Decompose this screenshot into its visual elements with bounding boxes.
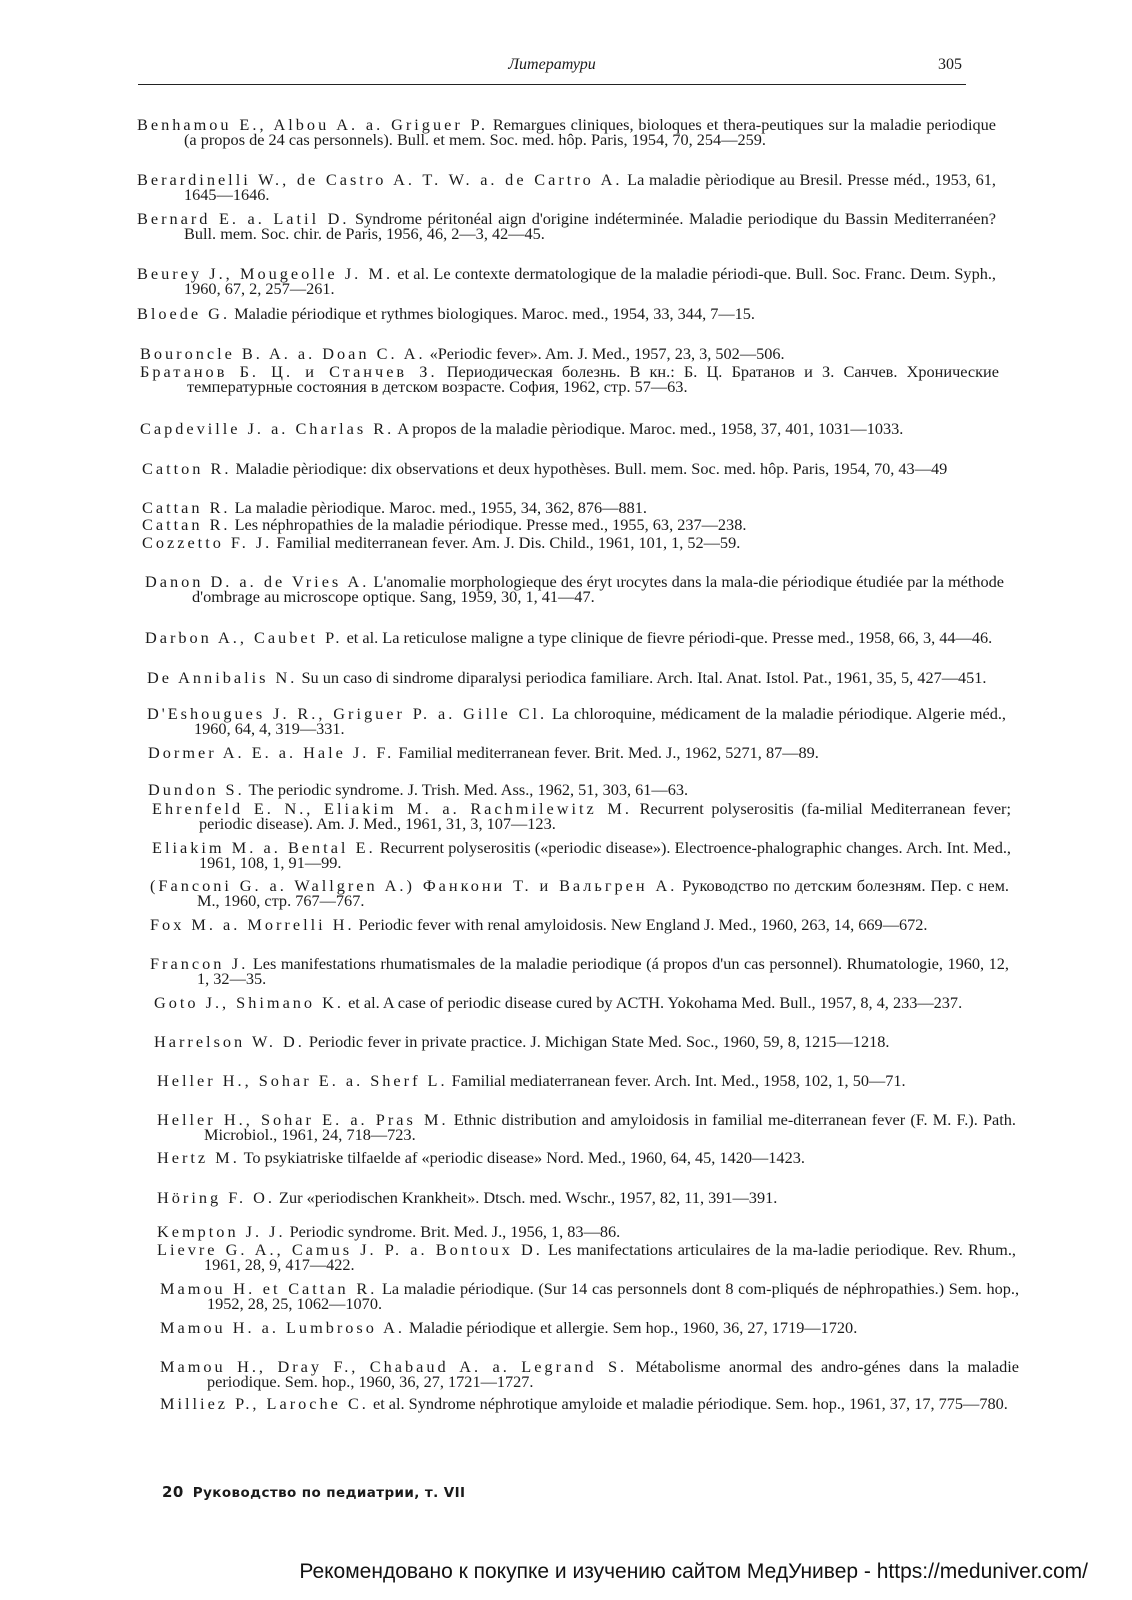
reference-entry (140, 364, 999, 395)
reference-details: et al. La reticulose maligne a type clinique de fievre périodi-que. Presse med., 1958, 66, 3, 44—46. (346, 628, 993, 647)
reference-entry (140, 421, 999, 436)
reference-details: et al. A case of periodic disease cured by ACTH. Yokohama Med. Bull., 1957, 8, 4, 233—237. (348, 993, 963, 1012)
reference-entry (157, 1242, 1016, 1273)
reference-authors: Fox M. a. Morrelli H. (150, 915, 355, 934)
reference-details: Periodic fever with renal amyloidosis. New England J. Med., 1960, 263, 14, 669—672. (358, 915, 928, 934)
reference-authors: Ehrenfeld E. N., Eliakim M. a. Rachmilewitz M. (152, 799, 632, 818)
printer-signature (162, 1483, 465, 1501)
reference-authors: Mamou H., Dray F., Chabaud A. a. Legrand S. (160, 1357, 628, 1376)
reference-details: Syndrome péritonéal aign d'origine indéterminée. Maladie periodique du Bassin Mediterranéen? Bull. mem. Soc. chir. de Paris, 1956, 46, 2—3, 42—45. (184, 209, 996, 244)
reference-entry (160, 1281, 1019, 1312)
reference-authors: Kempton J. J. (157, 1222, 286, 1241)
reference-entry (157, 1150, 1016, 1165)
page-header (138, 54, 966, 85)
reference-details: Periodic syndrome. Brit. Med. J., 1956, 1, 83—86. (289, 1222, 621, 1241)
reference-entry (157, 1112, 1016, 1143)
reference-authors: Cattan R. (142, 515, 231, 534)
watermark-link-text: Рекомендовано к покупке и изучению сайтом МедУнивер - https://meduniver.com/ (299, 1560, 1088, 1583)
reference-details: La maladie pèriodique au Bresil. Presse méd., 1953, 61, 1645—1646. (184, 170, 996, 205)
reference-authors: Danon D. a. de Vries A. (145, 572, 370, 591)
reference-authors: Lievre G. A., Camus J. P. a. Bontoux D. (157, 1240, 543, 1259)
reference-entry (150, 956, 1009, 987)
reference-authors: Heller H., Sohar E. a. Pras M. (157, 1110, 449, 1129)
reference-authors: Eliakim M. a. Bental E. (152, 838, 376, 857)
page-number: 305 (938, 56, 962, 73)
reference-authors: Dundon S. (148, 780, 245, 799)
reference-entry (160, 1396, 1019, 1411)
reference-entry (140, 346, 999, 361)
reference-entry (150, 917, 1009, 932)
reference-entry (137, 266, 996, 297)
reference-details: A propos de la maladie pèriodique. Maroc. med., 1958, 37, 401, 1031—1033. (397, 419, 904, 438)
reference-entry (137, 306, 996, 321)
reference-entry (142, 500, 1001, 515)
reference-entry (137, 117, 996, 148)
reference-authors: Mamou H. a. Lumbroso A. (160, 1318, 405, 1337)
reference-authors: Bernard E. a. Latil D. (137, 209, 350, 228)
reference-details: Familial mediterranean fever. Brit. Med. J., 1962, 5271, 87—89. (398, 743, 819, 762)
reference-details: Familial mediterranean fever. Am. J. Dis. Child., 1961, 101, 1, 52—59. (276, 533, 741, 552)
reference-authors: Capdeville J. a. Charlas R. (140, 419, 395, 438)
reference-authors: Cattan R. (142, 498, 231, 517)
reference-entry (147, 670, 1006, 685)
reference-entry (157, 1224, 1016, 1239)
reference-authors: Братанов Б. Ц. и Станчев З. (140, 362, 438, 381)
reference-entry (142, 535, 1001, 550)
reference-details: Remargues cliniques, bioloques et thera-peutiques sur la maladie periodique (a propos de 24 cas personnels). Bull. et mem. Soc. med. hôp. Paris, 1954, 70, 254—259. (184, 115, 996, 150)
reference-authors: Berardinelli W., de Castro A. T. W. a. de Cartro A. (137, 170, 623, 189)
reference-entry (152, 801, 1011, 832)
reference-details: et al. Le contexte dermatologique de la maladie périodi-que. Bull. Soc. Franc. Deιm. Syph., 1960, 67, 2, 257—261. (184, 264, 996, 299)
reference-authors: De Annibalis N. (147, 668, 298, 687)
reference-details: Les manifestations rhumatismales de la maladie periodique (á propos d'un cas personnel). Rhumatologie, 1960, 12, 1, 32—35. (197, 954, 1009, 989)
reference-details: Familial mediaterranean fever. Arch. Int. Med., 1958, 102, 1, 50—71. (451, 1071, 906, 1090)
reference-authors: Cozzetto F. J. (142, 533, 273, 552)
reference-authors: Milliez P., Laroche C. (160, 1394, 369, 1413)
reference-entry (148, 782, 1007, 797)
reference-details: La maladie pèriodique. Maroc. med., 1955, 34, 362, 876—881. (234, 498, 647, 517)
reference-authors: Dormer A. E. a. Hale J. F. (148, 743, 395, 762)
reference-authors: Harrelson W. D. (154, 1032, 305, 1051)
reference-entry (137, 211, 996, 242)
signature-number: 20 (162, 1483, 184, 1501)
reference-details: Les manifectations articulaires de la ma-ladie periodique. Rev. Rhum., 1961, 28, 9, 417—422. (204, 1240, 1016, 1275)
reference-entry (147, 706, 1006, 737)
reference-authors: Bouroncle B. A. a. Doan C. A. (140, 344, 426, 363)
reference-details: Периодическая болезнь. В кн.: Б. Ц. Братанов и З. Санчев. Хронические температурные состояния в детском возрасте. София, 1962, стр. 57—63. (187, 362, 999, 397)
reference-details: «Periodic fever». Am. J. Med., 1957, 23, 3, 502—506. (429, 344, 785, 363)
reference-details: The periodic syndrome. J. Trish. Med. Ass., 1962, 51, 303, 61—63. (248, 780, 689, 799)
reference-authors: D'Eshougues J. R., Griguer P. a. Gille Cl. (147, 704, 548, 723)
reference-authors: (Fanconi G. a. Wallgren A.) Фанкони Т. и Вальгрен А. (150, 876, 678, 895)
reference-details: To psykiatriske tilfaelde af «periodic disease» Nord. Med., 1960, 64, 45, 1420—1423. (243, 1148, 805, 1167)
reference-entry (145, 630, 1004, 645)
reference-authors: Benhamou E., Albou A. a. Griguer P. (137, 115, 488, 134)
reference-authors: Mamou H. et Cattan R. (160, 1279, 378, 1298)
running-title: Литератури (508, 56, 596, 73)
reference-details: Su un caso di sindrome diparalysi periodica familiare. Arch. Ital. Anat. Istol. Pat., 1961, 35, 5, 427—451. (301, 668, 987, 687)
reference-details: Periodic fever in private practice. J. Michigan State Med. Soc., 1960, 59, 8, 1215—1218. (308, 1032, 890, 1051)
reference-entry (154, 1034, 1013, 1049)
reference-details: Zur «periodischen Krankheit». Dtsch. med. Wschr., 1957, 82, 11, 391—391. (279, 1188, 778, 1207)
reference-entry (137, 172, 996, 203)
reference-entry (150, 878, 1009, 909)
reference-entry (145, 574, 1004, 605)
reference-entry (157, 1190, 1016, 1205)
reference-details: Recurrent polyserositis («periodic disease»). Electroence-phalographic changes. Arch. Int. Med., 1961, 108, 1, 91—99. (199, 838, 1011, 873)
reference-details: Métabolisme anormal des andro-génes dans la maladie periodique. Sem. hop., 1960, 36, 27, 1721—1727. (207, 1357, 1019, 1392)
reference-details: Maladie périodique et rythmes biologiques. Maroc. med., 1954, 33, 344, 7—15. (234, 304, 755, 323)
reference-entry (154, 995, 1013, 1010)
reference-details: Maladie périodique et allergie. Sem hop., 1960, 36, 27, 1719—1720. (409, 1318, 858, 1337)
reference-authors: Hertz M. (157, 1148, 240, 1167)
reference-authors: Beurey J., Mougeolle J. M. (137, 264, 394, 283)
reference-details: et al. Syndrome néphrotique amyloide et maladie périodique. Sem. hop., 1961, 37, 17, 775—780. (372, 1394, 1008, 1413)
reference-entry (157, 1073, 1016, 1088)
reference-details: Руководство по детским болезням. Пер. с нем. М., 1960, стр. 767—767. (197, 876, 1009, 911)
reference-details: La maladie périodique. (Sur 14 cas personnels dont 8 com-pliqués de néphropathies.) Sem. hop., 1952, 28, 25, 1062—1070. (207, 1279, 1020, 1314)
reference-authors: Goto J., Shimano K. (154, 993, 344, 1012)
reference-authors: Heller H., Sohar E. a. Sherf L. (157, 1071, 448, 1090)
reference-entry (160, 1359, 1019, 1390)
reference-details: Recurrent polyserositis (fa-milial Mediterranean fever; periodic disease). Am. J. Med., 1961, 31, 3, 107—123. (199, 799, 1011, 834)
reference-authors: Darbon A., Caubet P. (145, 628, 343, 647)
reference-entry (152, 840, 1011, 871)
reference-entry (142, 461, 1001, 476)
reference-authors: Bloede G. (137, 304, 231, 323)
signature-text: Руководство по педиатрии, т. VII (192, 1485, 466, 1501)
reference-entry (142, 517, 1001, 532)
reference-details: Maladie pèriodique: dix observations et deux hypothèses. Bull. mem. Soc. med. hôp. Paris, 1954, 70, 43—49 (235, 459, 948, 478)
reference-entry (148, 745, 1007, 760)
reference-details: Les néphropathies de la maladie périodique. Presse med., 1955, 63, 237—238. (234, 515, 747, 534)
reference-authors: Höring F. O. (157, 1188, 275, 1207)
reference-details: La chloroquine, médicament de la maladie périodique. Algerie méd., 1960, 64, 4, 319—331. (194, 704, 1006, 739)
reference-authors: Catton R. (142, 459, 232, 478)
reference-authors: Francon J. (150, 954, 249, 973)
reference-details: Ethnic distribution and amyloidosis in familial me-diterranean fever (F. M. F.). Path. Microbiol., 1961, 24, 718—723. (204, 1110, 1016, 1145)
reference-details: L'anomalie morphologieque des éryt ιrocytes dans la mala-die périodique étudiée par la méthode d'ombrage au microscope optique. Sang, 1959, 30, 1, 41—47. (192, 572, 1005, 607)
reference-entry (160, 1320, 1019, 1335)
